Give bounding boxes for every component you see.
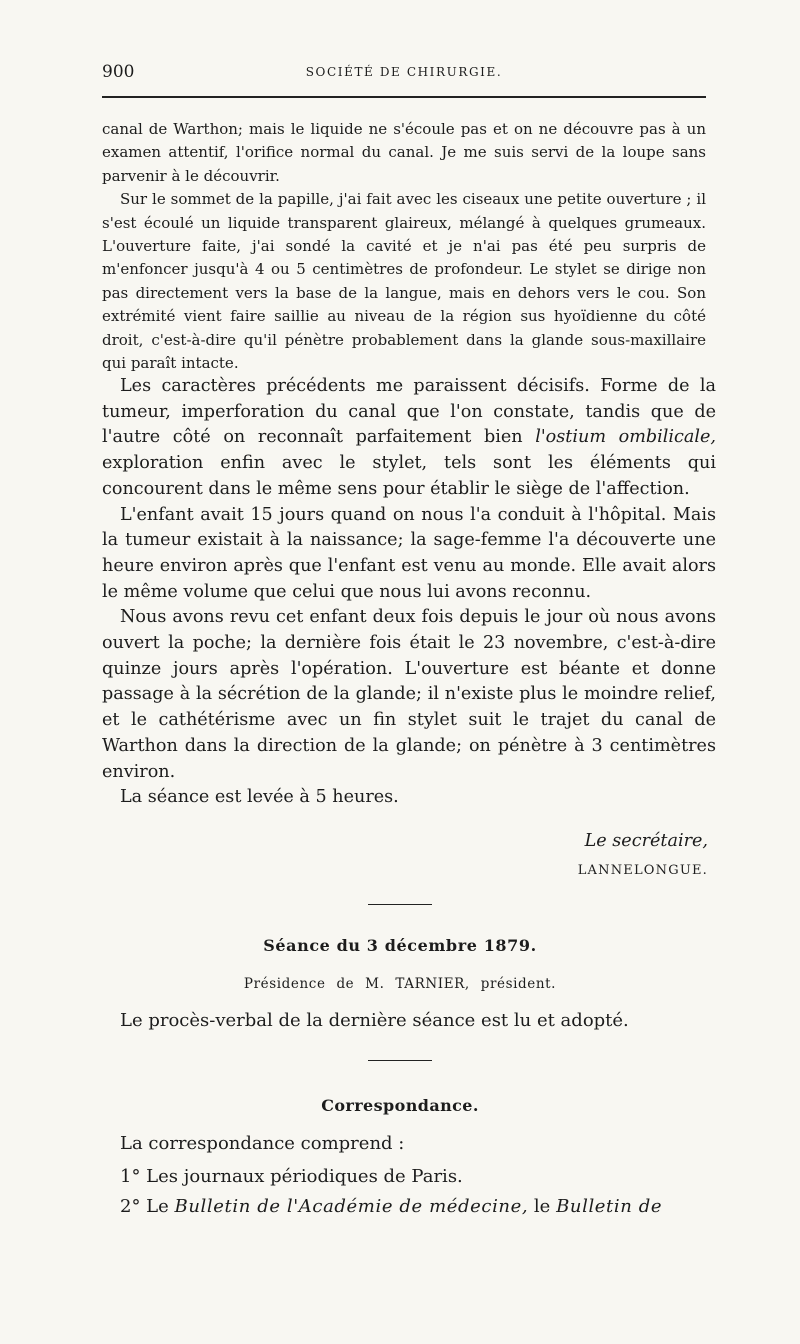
- paragraph-italic: l'ostium ombilicale,: [535, 427, 716, 448]
- correspondance-item: 1° Les journaux périodiques de Paris.: [120, 1166, 463, 1187]
- running-head: SOCIÉTÉ DE CHIRURGIE.: [305, 65, 503, 79]
- section-divider: [368, 1060, 432, 1061]
- proces-verbal-line: Le procès-verbal de la dernière séance est lu et adopté.: [120, 1010, 629, 1031]
- paragraph-text: Les caractères précédents me paraissent décisifs. Forme de la tumeur, imperforation du canal que l'on constate, tandis que de l'autre côté on reconnaît parfaitement bien: [102, 376, 716, 448]
- paragraph: Sur le sommet de la papille, j'ai fait avec les ciseaux une petite ouverture ; il s'est écoulé un liquide transparent glaireux, mélangé à quelques grumeaux. L'ouverture faite, j'ai sondé la cavité et je n'ai pas été peu surpris de m'enfoncer jusqu'à 4 ou 5 centimètres de profondeur. Le stylet se dirige non pas directement vers la base de la langue, mais en dehors vers le cou. Son extrémité vient faire saillie au niveau de la région sus hyoïdienne du côté droit, c'est-à-dire qu'il pénètre probablement dans la glande sous-maxillaire qui paraît intacte.: [102, 190, 706, 373]
- item-italic: Bulletin de: [556, 1196, 663, 1217]
- header-rule: [102, 96, 706, 98]
- page-header: [102, 62, 706, 90]
- paragraph: Nous avons revu cet enfant deux fois depuis le jour où nous avons ouvert la poche; la dernière fois était le 23 novembre, c'est-à-dire quinze jours après l'opération. L'ouverture est béante et donne passage à la sécrétion de la glande; il n'existe plus le moindre relief, et le cathétérisme avec un fin stylet suit le trajet du canal de Warthon dans la direction de la glande; on pénètre à 3 centimètres environ.: [102, 607, 716, 782]
- correspondance-item: [120, 1196, 720, 1217]
- signature-name: LANNELONGUE.: [577, 863, 708, 878]
- seance-heading: Séance du 3 décembre 1879.: [263, 936, 537, 955]
- correspondance-heading: Correspondance.: [321, 1096, 479, 1115]
- signature-title: Le secrétaire,: [584, 831, 708, 851]
- paragraph-text: exploration enfin avec le stylet, tels sont les éléments qui concourent dans le même sens pour établir le siège de l'affection.: [102, 453, 716, 499]
- presidence-line: Présidence de M. TARNIER, président.: [243, 976, 557, 992]
- item-text: le: [528, 1196, 557, 1217]
- main-text-block: [102, 374, 716, 811]
- item-italic: Bulletin de l'Académie de médecine,: [174, 1196, 529, 1217]
- page-number: 900: [102, 62, 135, 82]
- paragraph: L'enfant avait 15 jours quand on nous l'a conduit à l'hôpital. Mais la tumeur existait à la naissance; la sage-femme l'a découverte une heure environ après que l'enfant est venu au monde. Elle avait alors le même volume que celui que nous lui avons reconnu.: [102, 504, 716, 602]
- item-text: 2° Le: [120, 1196, 175, 1217]
- small-print-block: [102, 118, 706, 375]
- paragraph: La séance est levée à 5 heures.: [120, 787, 399, 808]
- correspondance-intro: La correspondance comprend :: [120, 1133, 405, 1154]
- section-divider: [368, 904, 432, 905]
- paragraph: canal de Warthon; mais le liquide ne s'écoule pas et on ne découvre pas à un examen attentif, l'orifice normal du canal. Je me suis servi de la loupe sans parvenir à le découvrir.: [102, 120, 706, 185]
- paragraph: [102, 374, 716, 503]
- signature-block: [578, 826, 708, 886]
